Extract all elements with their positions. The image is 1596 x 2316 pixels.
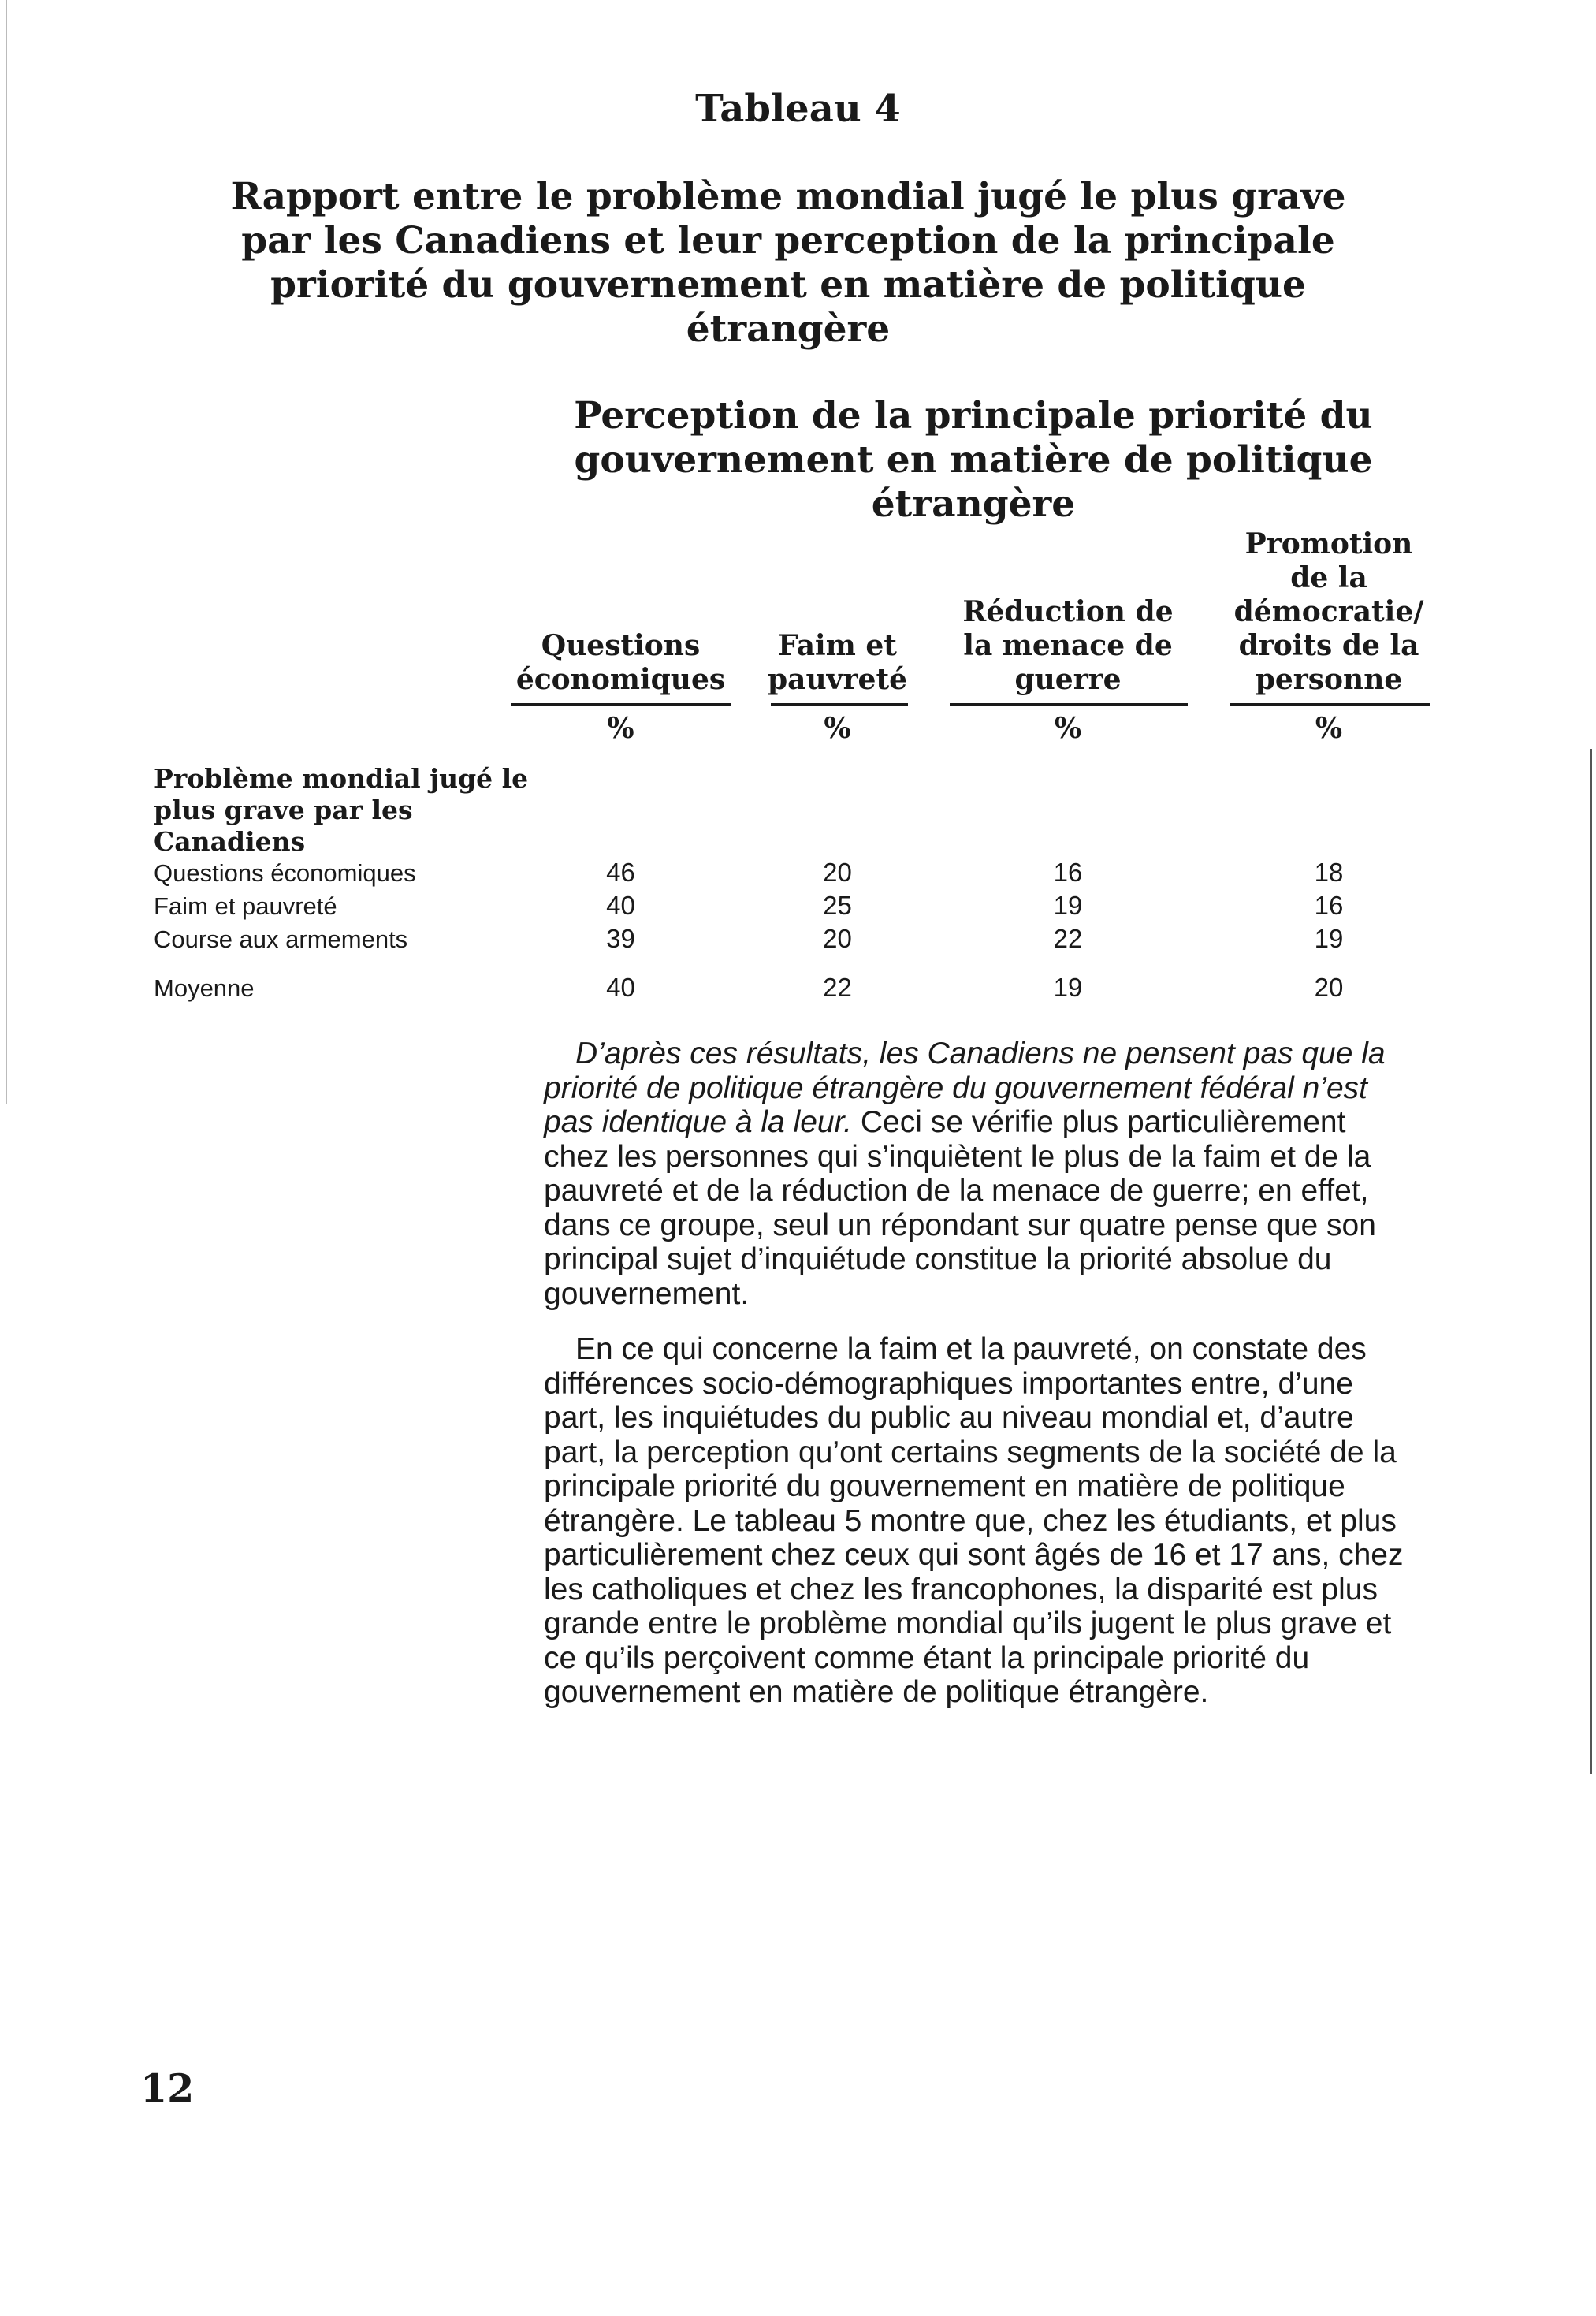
column-header-reduction-menace: Réduction de la menace de guerre (962, 595, 1174, 696)
column-header-questions-economiques: Questions économiques (515, 629, 726, 696)
table-cell: 20 (1314, 973, 1344, 1002)
body-text (544, 1037, 1411, 1710)
table-cell: 46 (606, 858, 635, 887)
row-label-faim-pauvrete: Faim et pauvreté (154, 892, 337, 920)
unit-percent-4: % (1315, 712, 1343, 745)
table-cell: 39 (606, 924, 635, 953)
paragraph-2: En ce qui concerne la faim et la pauvreté, on constate des différences socio-démographiques importantes entre, d’une part, les inquiétudes du public au niveau mondial et, d’autre part, la perception qu’ont certains segments de la société de la principale priorité du gouvernement en matière de politique étrangère. Le tableau 5 montre que, chez les étudiants, et plus particulièrement chez ceux qui sont âgés de 16 et 17 ans, chez les catholiques et chez les francophones, la disparité est plus grande entre le problème mondial qu’ils jugent le plus grave et ce qu’ils perçoivent comme étant la principale priorité du gouvernement en matière de politique étrangère. (544, 1332, 1404, 1709)
table-label: Tableau 4 (695, 87, 901, 131)
column-rule-2 (771, 703, 908, 706)
column-header-faim-pauvrete: Faim et pauvreté (768, 629, 907, 696)
table-title: Rapport entre le problème mondial jugé le plus grave par les Canadiens et leur perception de la principale priorité du gouvernement en matière de politique étrangère (230, 175, 1346, 351)
row-label-moyenne: Moyenne (154, 974, 255, 1002)
unit-percent-2: % (824, 712, 851, 745)
table-cell: 16 (1314, 891, 1344, 920)
unit-percent-3: % (1054, 712, 1082, 745)
row-label-questions-economiques: Questions économiques (154, 859, 416, 887)
paragraph-1 (544, 1037, 1411, 1311)
page-number: 12 (140, 2065, 195, 2111)
column-rule-1 (511, 703, 731, 706)
table-cell: 22 (823, 973, 852, 1002)
row-stub-heading: Problème mondial jugé le plus grave par les Canadiens (154, 763, 529, 857)
scan-edge-line (6, 0, 7, 1104)
column-rule-3 (950, 703, 1188, 706)
table-cell: 40 (606, 891, 635, 920)
table-cell: 20 (823, 924, 852, 953)
table-cell: 19 (1314, 924, 1344, 953)
scan-edge-line (1590, 749, 1592, 1774)
column-rule-4 (1230, 703, 1430, 706)
column-header-promotion-democratie: Promotion de la démocratie/ droits de la personne (1233, 527, 1424, 696)
table-cell: 19 (1053, 973, 1083, 1002)
paragraph-1-rest: Ceci se vérifie plus particulièrement chez les personnes qui s’inquiètent le plus de la faim et de la pauvreté et de la réduction de la menace de guerre; en effet, dans ce groupe, seul un répondant sur quatre pense que son principal sujet d’inquiétude constitue la priorité absolue du gouvernement. (544, 1105, 1376, 1311)
table-cell: 20 (823, 858, 852, 887)
table-cell: 16 (1053, 858, 1083, 887)
table-cell: 19 (1053, 891, 1083, 920)
column-spanner-heading: Perception de la principale priorité du gouvernement en matière de politique étrangère (574, 394, 1373, 526)
paragraph-1-italic: D’après ces résultats, les Canadiens ne pensent pas que la priorité de politique étrangère du gouvernement fédéral n’est pas identique à la leur. (544, 1037, 1386, 1139)
row-label-course-armements: Course aux armements (154, 925, 408, 953)
unit-percent-1: % (607, 712, 634, 745)
table-cell: 18 (1314, 858, 1344, 887)
table-cell: 22 (1053, 924, 1083, 953)
table-cell: 25 (823, 891, 852, 920)
table-cell: 40 (606, 973, 635, 1002)
